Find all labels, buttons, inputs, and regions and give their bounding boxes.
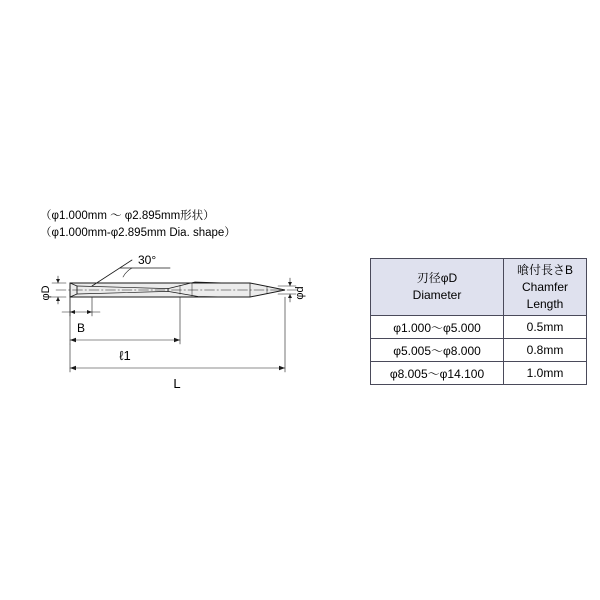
label-angle: 30°	[138, 253, 157, 267]
header-diameter-en: Diameter	[412, 288, 462, 302]
cell-chamfer: 0.5mm	[504, 316, 587, 339]
cell-chamfer: 0.8mm	[504, 339, 587, 362]
cell-chamfer: 1.0mm	[504, 362, 587, 385]
header-diameter-jp: 刃径φD	[416, 271, 458, 285]
header-chamfer-en-1: Chamfer	[521, 279, 568, 294]
dimension-chamfer-b	[62, 297, 100, 316]
label-shank-diameter: φD	[40, 285, 52, 301]
label-flute-length: ℓ1	[119, 348, 131, 363]
angle-leader	[92, 260, 170, 286]
cell-diameter: φ1.000～φ5.000	[371, 316, 504, 339]
header-diameter	[371, 259, 504, 316]
label-chamfer-b: B	[76, 321, 86, 335]
cell-diameter: φ5.005～φ8.000	[371, 339, 504, 362]
label-overall-length: L	[173, 376, 181, 391]
header-chamfer-en-2: Length	[526, 296, 564, 311]
table-row	[371, 339, 587, 362]
table-row	[371, 316, 587, 339]
dimension-overall-length	[70, 297, 285, 372]
cell-diameter: φ8.005～φ14.100	[371, 362, 504, 385]
dimension-flute-length	[70, 297, 180, 344]
table-row	[371, 362, 587, 385]
caption-block	[40, 208, 236, 242]
header-chamfer	[504, 259, 587, 316]
table-header-row	[371, 259, 587, 316]
header-chamfer-jp: 喰付長さB	[516, 262, 573, 277]
caption-line-jp: （φ1.000mm ～ φ2.895mm形状）	[40, 210, 215, 222]
caption-line-en: （φ1.000mm-φ2.895mm Dia. shape）	[40, 227, 236, 239]
spec-table	[370, 258, 587, 385]
label-tip-diameter: φd	[294, 286, 306, 300]
tool-technical-drawing	[20, 240, 340, 400]
